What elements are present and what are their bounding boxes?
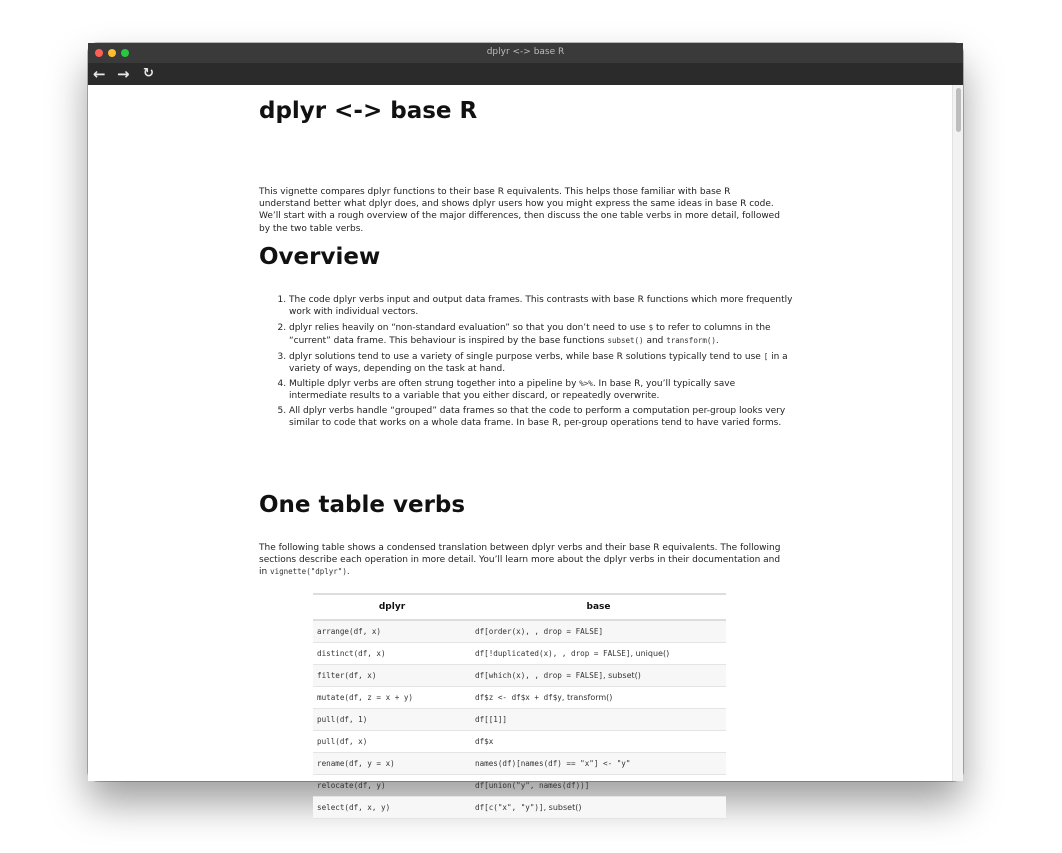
verbs-table — [313, 593, 726, 819]
vertical-scrollbar[interactable] — [952, 85, 963, 781]
dplyr-cell: select(df, x, y) — [313, 797, 471, 819]
list-item — [289, 406, 793, 430]
dplyr-cell: arrange(df, x) — [313, 620, 471, 643]
list-item-text: and — [643, 335, 667, 346]
base-code: df[!duplicated(x), , drop = FALSE] — [475, 649, 631, 658]
base-alt: , unique() — [630, 649, 670, 658]
list-item — [289, 322, 793, 348]
table-header-row — [313, 594, 726, 620]
list-item-text: dplyr solutions tend to use a variety of single purpose verbs, while base R solutions typically tend to use — [289, 351, 764, 362]
toolbar — [88, 63, 963, 85]
list-item-text: . In base R, you’ll typically save intermediate results to a variable that you either discard, or repeatedly overwrite. — [289, 379, 736, 402]
dplyr-cell: distinct(df, x) — [313, 643, 471, 665]
overview-heading: Overview — [259, 244, 381, 270]
table-row — [313, 687, 726, 709]
base-cell — [471, 665, 726, 687]
base-cell — [471, 731, 726, 753]
list-item — [289, 378, 793, 403]
base-cell — [471, 620, 726, 643]
dplyr-cell: mutate(df, z = x + y) — [313, 687, 471, 709]
table-row — [313, 775, 726, 797]
browser-window — [88, 43, 963, 812]
base-code: names(df)[names(df) == "x"] <- "y" — [475, 759, 631, 768]
inline-code: [ — [763, 351, 769, 361]
table-row — [313, 731, 726, 753]
scrollbar-thumb[interactable] — [956, 88, 961, 132]
dplyr-cell: pull(df, x) — [313, 731, 471, 753]
forward-arrow-icon[interactable]: → — [117, 65, 130, 83]
table-row — [313, 797, 726, 819]
table-row — [313, 709, 726, 731]
dplyr-cell: pull(df, 1) — [313, 709, 471, 731]
list-item-text: in a variety of ways, depending on the task at hand. — [289, 351, 788, 374]
overview-list — [275, 295, 793, 433]
base-cell — [471, 775, 726, 797]
base-cell — [471, 643, 726, 665]
window-title: dplyr <-> base R — [486, 47, 565, 57]
list-item-text: to refer to columns in the “current” data frame. This behaviour is inspired by the base functions — [289, 322, 771, 346]
list-item — [289, 351, 793, 376]
base-cell — [471, 797, 726, 819]
page-title: dplyr <-> base R — [259, 98, 478, 124]
dplyr-cell: relocate(df, y) — [313, 775, 471, 797]
table-row — [313, 753, 726, 775]
inline-code: transform() — [666, 335, 716, 345]
inline-code: $ — [648, 322, 654, 332]
base-code: df[[1]] — [475, 715, 508, 724]
base-code: df[order(x), , drop = FALSE] — [475, 627, 604, 636]
table-row — [313, 665, 726, 687]
column-header-base: base — [471, 594, 726, 620]
list-item-text: All dplyr verbs handle “grouped” data frames so that the code to perform a computation per-group looks very similar to code that works on a whole data frame. In base R, per-group operations tend to have varied forms. — [289, 406, 786, 429]
base-alt: , subset() — [543, 803, 582, 812]
list-item — [289, 295, 793, 319]
base-code: df[c("x", "y")] — [475, 803, 544, 812]
dplyr-cell: rename(df, y = x) — [313, 753, 471, 775]
base-code: df$x — [475, 737, 494, 746]
dplyr-cell: filter(df, x) — [313, 665, 471, 687]
base-cell — [471, 687, 726, 709]
base-code: df[which(x), , drop = FALSE] — [475, 671, 604, 680]
list-item-text: . — [715, 335, 719, 346]
title-bar — [88, 43, 963, 63]
base-cell — [471, 753, 726, 775]
reload-icon[interactable]: ↻ — [143, 66, 154, 81]
table-row — [313, 620, 726, 643]
base-code: df[union("y", names(df))] — [475, 781, 590, 790]
base-alt: , transform() — [561, 693, 613, 702]
paragraph-text: The following table shows a condensed translation between dplyr verbs and their base R equivalents. The following sections describe each operation in more detail. You’ll learn more about the dplyr verbs in their documentation and in — [259, 543, 781, 578]
page-viewport — [88, 85, 963, 812]
inline-code: %>% — [579, 379, 593, 389]
base-alt: , subset() — [603, 671, 641, 680]
inline-code: vignette("dplyr") — [270, 567, 347, 577]
one-table-verbs-heading: One table verbs — [259, 492, 466, 518]
intro-paragraph: This vignette compares dplyr functions to their base R equivalents. This helps those familiar with base R understand better what dplyr does, and shows dplyr users how you might express the same ideas in base R code. We’ll start with a rough overview of the major differences, then discuss the one table verbs in more detail, followed by the two table verbs. — [259, 187, 780, 234]
verbs-intro-paragraph — [259, 542, 781, 579]
list-item-text: dplyr relies heavily on “non-standard evaluation” so that you don’t need to use — [289, 322, 649, 333]
back-arrow-icon[interactable]: ← — [93, 65, 106, 83]
table-row — [313, 643, 726, 665]
list-item-text: The code dplyr verbs input and output data frames. This contrasts with base R functions which more frequently work with individual vectors. — [289, 295, 793, 317]
base-cell — [471, 709, 726, 731]
paragraph-text: . — [346, 567, 350, 578]
inline-code: subset() — [607, 335, 644, 345]
column-header-dplyr: dplyr — [313, 594, 471, 620]
list-item-text: Multiple dplyr verbs are often strung together into a pipeline by — [289, 379, 580, 390]
base-code: df$z <- df$x + df$y — [475, 693, 562, 702]
